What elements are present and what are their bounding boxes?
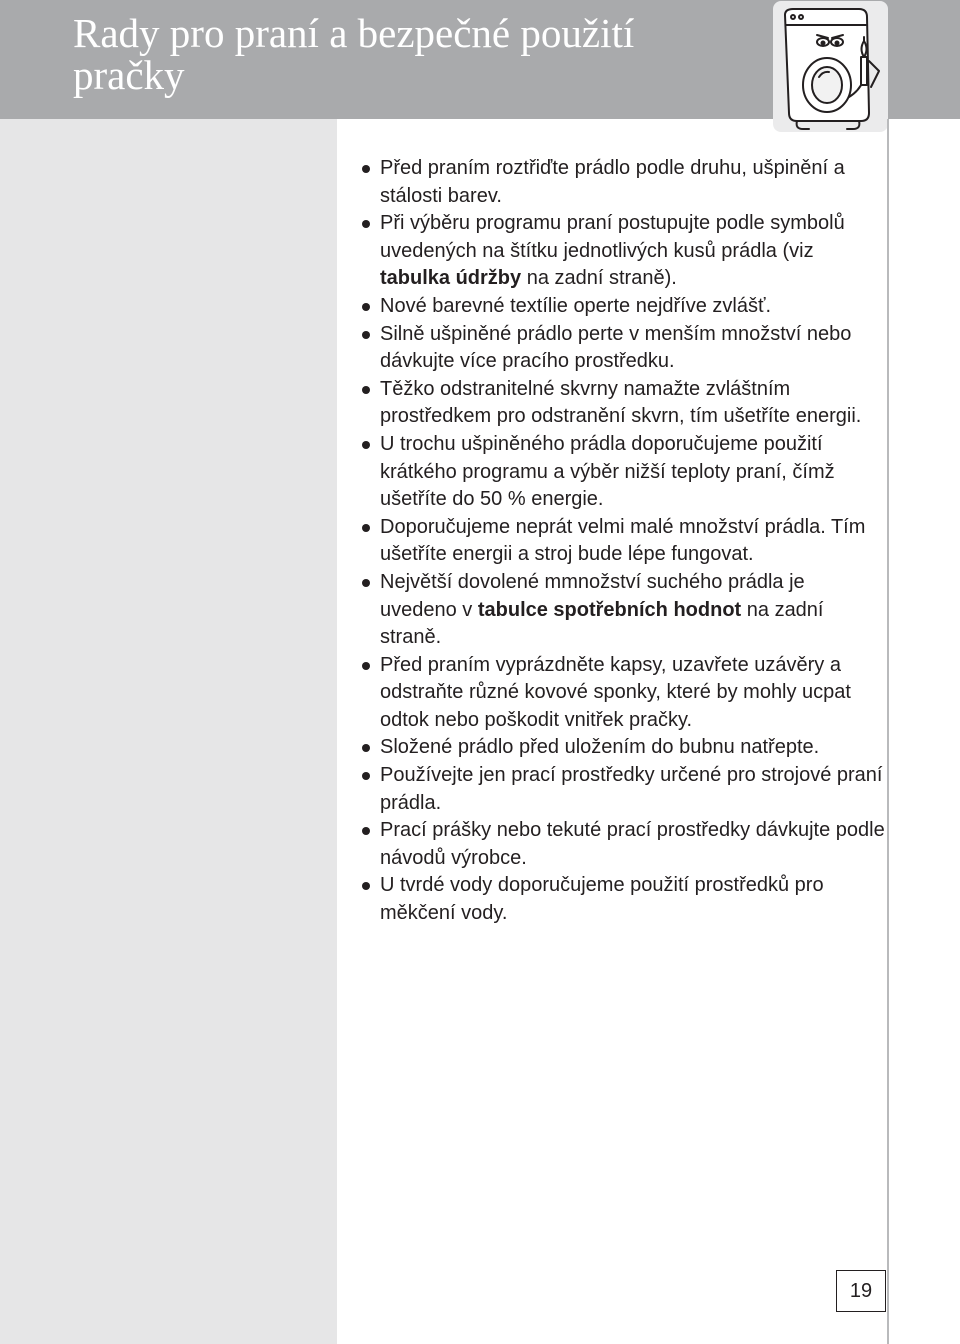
list-item xyxy=(361,376,886,431)
list-item xyxy=(361,734,886,762)
bullet-icon xyxy=(362,331,370,339)
tip-text: Doporučujeme neprát velmi malé množství prádla. Tím ušetříte energii a stroj bude lépe fungovat. xyxy=(380,515,866,566)
tip-text: U tvrdé vody doporučujeme použití prostředků pro měkčení vody. xyxy=(380,874,824,925)
right-margin-rule xyxy=(887,119,889,1344)
bullet-icon xyxy=(362,386,370,394)
bullet-icon xyxy=(362,744,370,752)
tip-text: U trochu ušpiněného prádla doporučujeme použití krátkého programu a výběr nižší teploty praní, čímž ušetříte do 50 % energie. xyxy=(380,432,835,511)
tip-text: na zadní straně). xyxy=(521,267,677,290)
emphasized-text: tabulce spotřebních hodnot xyxy=(477,598,742,621)
tip-text: Těžko odstranitelné skvrny namažte zvláštním prostředkem pro odstranění skvrn, tím ušetříte energii. xyxy=(380,377,862,428)
list-item xyxy=(361,872,886,927)
bullet-icon xyxy=(362,303,370,311)
tip-text: Před praním roztřiďte prádlo podle druhu, ušpinění a stálosti barev. xyxy=(380,157,845,207)
tip-text: Při výběru programu praní postupujte podle symbolů uvedených na štítku jednotlivých kusů prádla (viz xyxy=(380,212,845,262)
page-number: 19 xyxy=(836,1270,886,1312)
list-item xyxy=(361,210,886,293)
tip-text: Největší dovolené mmnožství suchého prádla je uvedeno v xyxy=(380,570,805,621)
bullet-icon xyxy=(362,524,370,532)
tip-text: Používejte jen prací prostředky určené pro strojové praní prádla. xyxy=(380,764,883,814)
list-item xyxy=(361,817,886,872)
list-item xyxy=(361,431,886,514)
list-item xyxy=(361,321,886,376)
washing-machine-mascot-icon xyxy=(773,1,888,132)
bullet-icon xyxy=(362,165,370,173)
tip-text: na zadní straně. xyxy=(380,598,824,649)
bullet-icon xyxy=(362,772,370,780)
mascot-panel xyxy=(773,1,888,132)
list-item xyxy=(361,293,886,321)
bullet-icon xyxy=(362,827,370,835)
list-item xyxy=(361,155,886,210)
page-title: Rady pro praní a bezpečné použití pračky xyxy=(73,10,635,98)
bullet-icon xyxy=(362,662,370,670)
list-item xyxy=(361,514,886,569)
list-item xyxy=(361,762,886,817)
tip-text: Před praním vyprázdněte kapsy, uzavřete uzávěry a odstraňte různé kovové sponky, které by mohly ucpat odtok nebo poškodit vnitřek pračky. xyxy=(380,653,851,731)
bullet-icon xyxy=(362,882,370,890)
bullet-icon xyxy=(362,220,370,228)
tip-text: Silně ušpiněné prádlo perte v menším množství nebo dávkujte více pracího prostředku. xyxy=(380,322,852,373)
list-item xyxy=(361,569,886,652)
tip-text: Složené prádlo před uložením do bubnu natřepte. xyxy=(380,736,820,759)
tip-text: Nové barevné textílie operte nejdříve zvlášť. xyxy=(380,294,772,317)
tips-list xyxy=(361,155,886,928)
left-margin-column xyxy=(0,0,337,1344)
tip-text: Prací prášky nebo tekuté prací prostředky dávkujte podle návodů výrobce. xyxy=(380,819,885,869)
bullet-icon xyxy=(362,579,370,587)
emphasized-text: tabulka údržby xyxy=(380,267,522,290)
bullet-icon xyxy=(362,441,370,449)
list-item xyxy=(361,652,886,735)
